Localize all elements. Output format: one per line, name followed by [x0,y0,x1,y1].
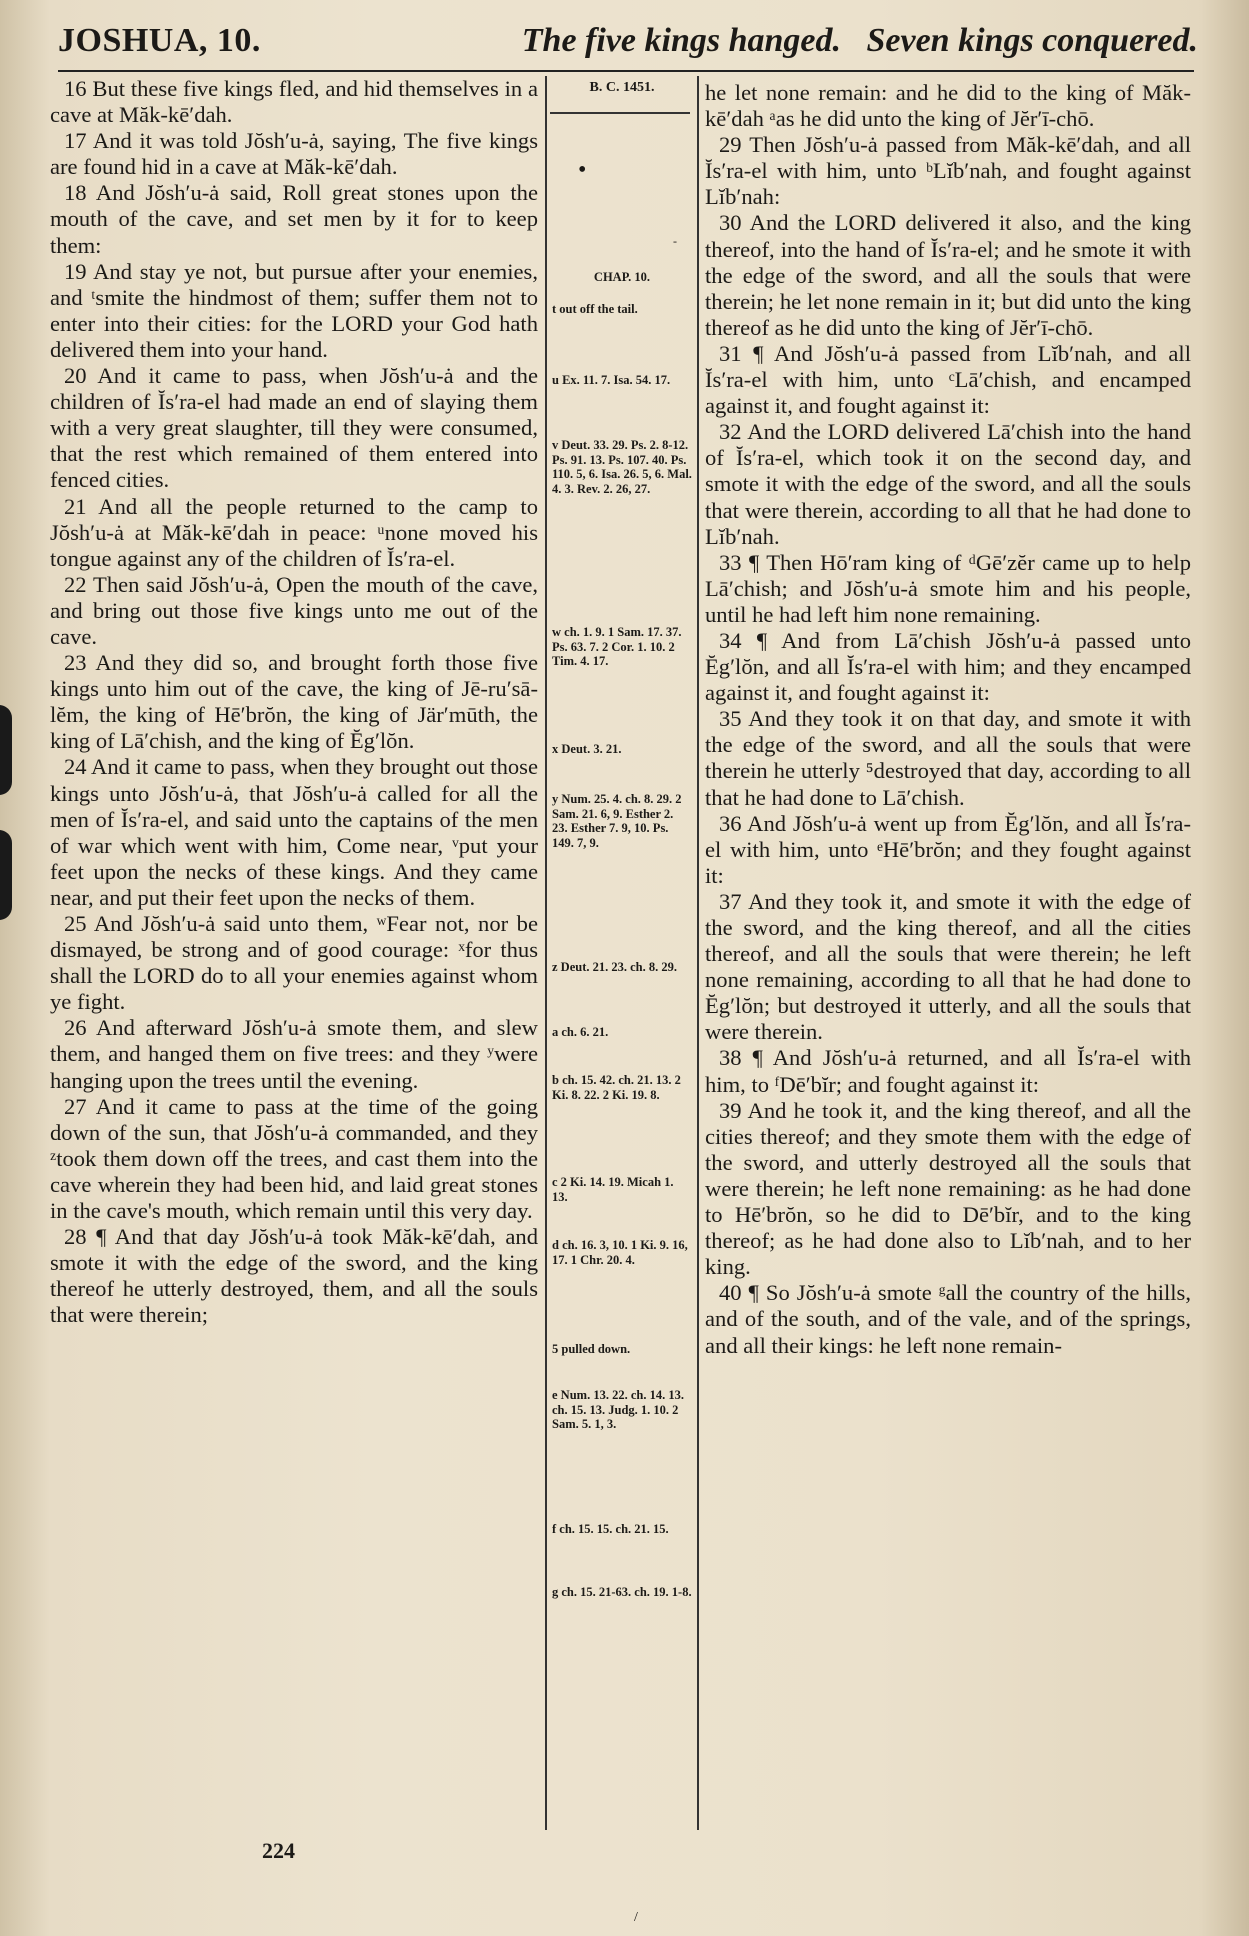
verse: 38 ¶ And Jŏsh′u-ȧ returned, and all Ĭs′ra-el with him, to ᶠDē′bĭr; and fought against it: [705,1045,1191,1097]
thumb-index-mark [0,705,12,795]
verse: 29 Then Jŏsh′u-ȧ passed from Măk-kē′dah, and all Ĭs′ra-el with him, unto ᵇLĭb′nah, and fought against Lĭb′nah: [705,132,1191,210]
chapter-label: CHAP. 10. [593,270,651,284]
cross-reference-note: u Ex. 11. 7. Isa. 54. 17. [552,373,671,387]
verse: 35 And they took it on that day, and smote it with the edge of the sword, and all the souls that were therein he utterly ⁵destroyed that day, according to all that he had done to Lā′chish. [705,706,1191,810]
date-label: B. C. 1451. [589,80,655,95]
cross-reference-note: e Num. 13. 22. ch. 14. 13. ch. 15. 13. Judg. 1. 10. 2 Sam. 5. 1, 3. [552,1388,684,1431]
verse: 30 And the LORD delivered it also, and the king thereof, into the hand of Ĭs′ra-el; and he smote it with the edge of the sword, and all the souls that were therein; he let none remain in it; but did unto the king thereof as he did unto the king of Jĕr′ī-chō. [705,210,1191,340]
verse: 16 But these five kings fled, and hid themselves in a cave at Măk-kē′dah. [50,76,538,128]
running-title: The five kings hanged. Seven kings conquered. [521,22,1198,59]
verse: 31 ¶ And Jŏsh′u-ȧ passed from Lĭb′nah, and all Ĭs′ra-el with him, unto ᶜLā′chish, and encamped against it, and fought against it: [705,340,1191,419]
cross-reference-note: g ch. 15. 21-63. ch. 19. 1-8. [552,1585,692,1599]
cross-reference-note: b ch. 15. 42. ch. 21. 13. 2 Ki. 8. 22. 2 Ki. 19. 8. [552,1073,681,1102]
verse: 37 And they took it, and smote it with the edge of the sword, and the king thereof, and all the cities thereof, and all the souls that were therein; he left none remaining, according to all that he had done to Ĕg′lŏn; but destroyed it utterly, and all the souls that were therein. [705,888,1191,1045]
cross-reference-note: w ch. 1. 9. 1 Sam. 17. 37. Ps. 63. 7. 2 Cor. 1. 10. 2 Tim. 4. 17. [552,625,682,668]
left-text-column [50,76,538,1329]
verse: 27 And it came to pass at the time of the going down of the sun, that Jŏsh′u-ȧ commanded, and they ᶻtook them down off the trees, and cast them into the cave wherein they had been hid, and laid great stones in the cave's mouth, which remain until this very day. [50,1093,538,1224]
page-number: 224 [262,1838,295,1863]
book-chapter-heading: JOSHUA, 10. [58,22,261,59]
cross-reference-note: f ch. 15. 15. ch. 21. 15. [552,1522,669,1536]
verse: 33 ¶ Then Hō′ram king of ᵈGē′zĕr came up to help Lā′chish; and Jŏsh′u-ȧ smote him and his people, until he had left him none remaining. [705,549,1191,627]
cross-reference-note: z Deut. 21. 23. ch. 8. 29. [552,960,677,974]
cross-reference-note: t out off the tail. [552,302,638,316]
verse: 19 And stay ye not, but pursue after your enemies, and ᵗsmite the hindmost of them; suffer them not to enter into their cities: for the LORD your God hath delivered them into your hand. [50,258,538,362]
bottom-tick: / [634,1910,638,1925]
verse-continuation: he let none remain: and he did to the king of Măk-kē′dah ᵃas he did unto the king of Jĕr′ī-chō. [705,80,1191,132]
right-text-column [705,80,1191,1359]
verse: 20 And it came to pass, when Jŏsh′u-ȧ and the children of Ĭs′ra-el had made an end of slaying them with a very great slaughter, till they were consumed, that the rest which remained of them entered into fenced cities. [50,363,538,493]
verse: 40 ¶ So Jŏsh′u-ȧ smote ᵍall the country of the hills, and of the south, and of the vale, and of the springs, and all their kings: he left none remain- [705,1280,1191,1358]
cross-reference-note: y Num. 25. 4. ch. 8. 29. 2 Sam. 21. 6, 9. Esther 2. 23. Esther 7. 9, 10. Ps. 149. 7, 9. [552,792,682,850]
cross-reference-note: c 2 Ki. 14. 19. Micah 1. 13. [552,1175,674,1204]
verse: 23 And they did so, and brought forth those five kings unto him out of the cave, the king of Jē-ru′sā-lĕm, the king of Hē′brŏn, the king of Jär′mūth, the king of Lā′chish, and the king of Ĕg′lŏn. [50,650,538,754]
verse: 28 ¶ And that day Jŏsh′u-ȧ took Măk-kē′dah, and smote it with the edge of the sword, and the king thereof he utterly destroyed, them, and all the souls that were therein; [50,1224,538,1328]
cross-reference-note: x Deut. 3. 21. [552,742,622,756]
page-header [58,22,1198,68]
column-divider-right [697,76,699,1830]
verse: 25 And Jŏsh′u-ȧ said unto them, ʷFear not, nor be dismayed, be strong and of good courage: ˣfor thus shall the LORD do to all your enemies against whom ye fight. [50,911,538,1015]
verse: 26 And afterward Jŏsh′u-ȧ smote them, and slew them, and hanged them on five trees: and they ʸwere hanging upon the trees until the evening. [50,1015,538,1093]
verse: 36 And Jŏsh′u-ȧ went up from Ĕg′lŏn, and all Ĭs′ra-el with him, unto ᵉHē′brŏn; and they fought against it: [705,810,1191,888]
date-rule [550,112,690,114]
thumb-index-mark [0,830,12,920]
verse: 32 And the LORD delivered Lā′chish into the hand of Ĭs′ra-el, which took it on the second day, and smote it with the edge of the sword, and all the souls that were therein, according to all that he had done to Lĭb′nah. [705,419,1191,549]
verse: 21 And all the people returned to the camp to Jŏsh′u-ȧ at Măk-kē′dah in peace: ᵘnone moved his tongue against any of the children of Ĭs′ra-el. [50,493,538,571]
column-divider-left [545,76,547,1830]
cross-reference-note: v Deut. 33. 29. Ps. 2. 8-12. Ps. 91. 13. Ps. 107. 40. Ps. 110. 5, 6. Isa. 26. 5, 6. Mal. 4. 3. Rev. 2. 26, 27. [552,438,692,496]
verse: 22 Then said Jŏsh′u-ȧ, Open the mouth of the cave, and bring out those five kings unto me out of the cave. [50,571,538,649]
verse: 39 And he took it, and the king thereof, and all the cities thereof; and they smote them with the edge of the sword, and utterly destroyed all the souls that were therein; he left none remaining: as he had done to Hē′brŏn, so he did to Dē′bĭr, and to the king thereof; as he had done also to Lĭb′nah, and to her king. [705,1097,1191,1280]
verse: 17 And it was told Jŏsh′u-ȧ, saying, The five kings are found hid in a cave at Măk-kē′dah. [50,128,538,180]
reference-tick: ‑ [673,234,677,248]
reference-bullet: • [578,157,587,183]
header-rule [58,70,1194,72]
verse: 34 ¶ And from Lā′chish Jŏsh′u-ȧ passed unto Ĕg′lŏn, and all Ĭs′ra-el with him; and they encamped against it, and fought against it: [705,627,1191,706]
verse: 24 And it came to pass, when they brought out those kings unto Jŏsh′u-ȧ, that Jŏsh′u-ȧ called for all the men of Ĭs′ra-el, and said unto the captains of the men of war which went with him, Come near, ᵛput your feet upon the necks of these kings. And they came near, and put their feet upon the necks of them. [50,754,538,910]
cross-reference-column [550,80,694,1599]
verse: 18 And Jŏsh′u-ȧ said, Roll great stones upon the mouth of the cave, and set men by it for to keep them: [50,180,538,258]
cross-reference-note: d ch. 16. 3, 10. 1 Ki. 9. 16, 17. 1 Chr. 20. 4. [552,1238,688,1267]
marginal-note: 5 pulled down. [552,1342,631,1356]
cross-reference-note: a ch. 6. 21. [552,1025,609,1039]
